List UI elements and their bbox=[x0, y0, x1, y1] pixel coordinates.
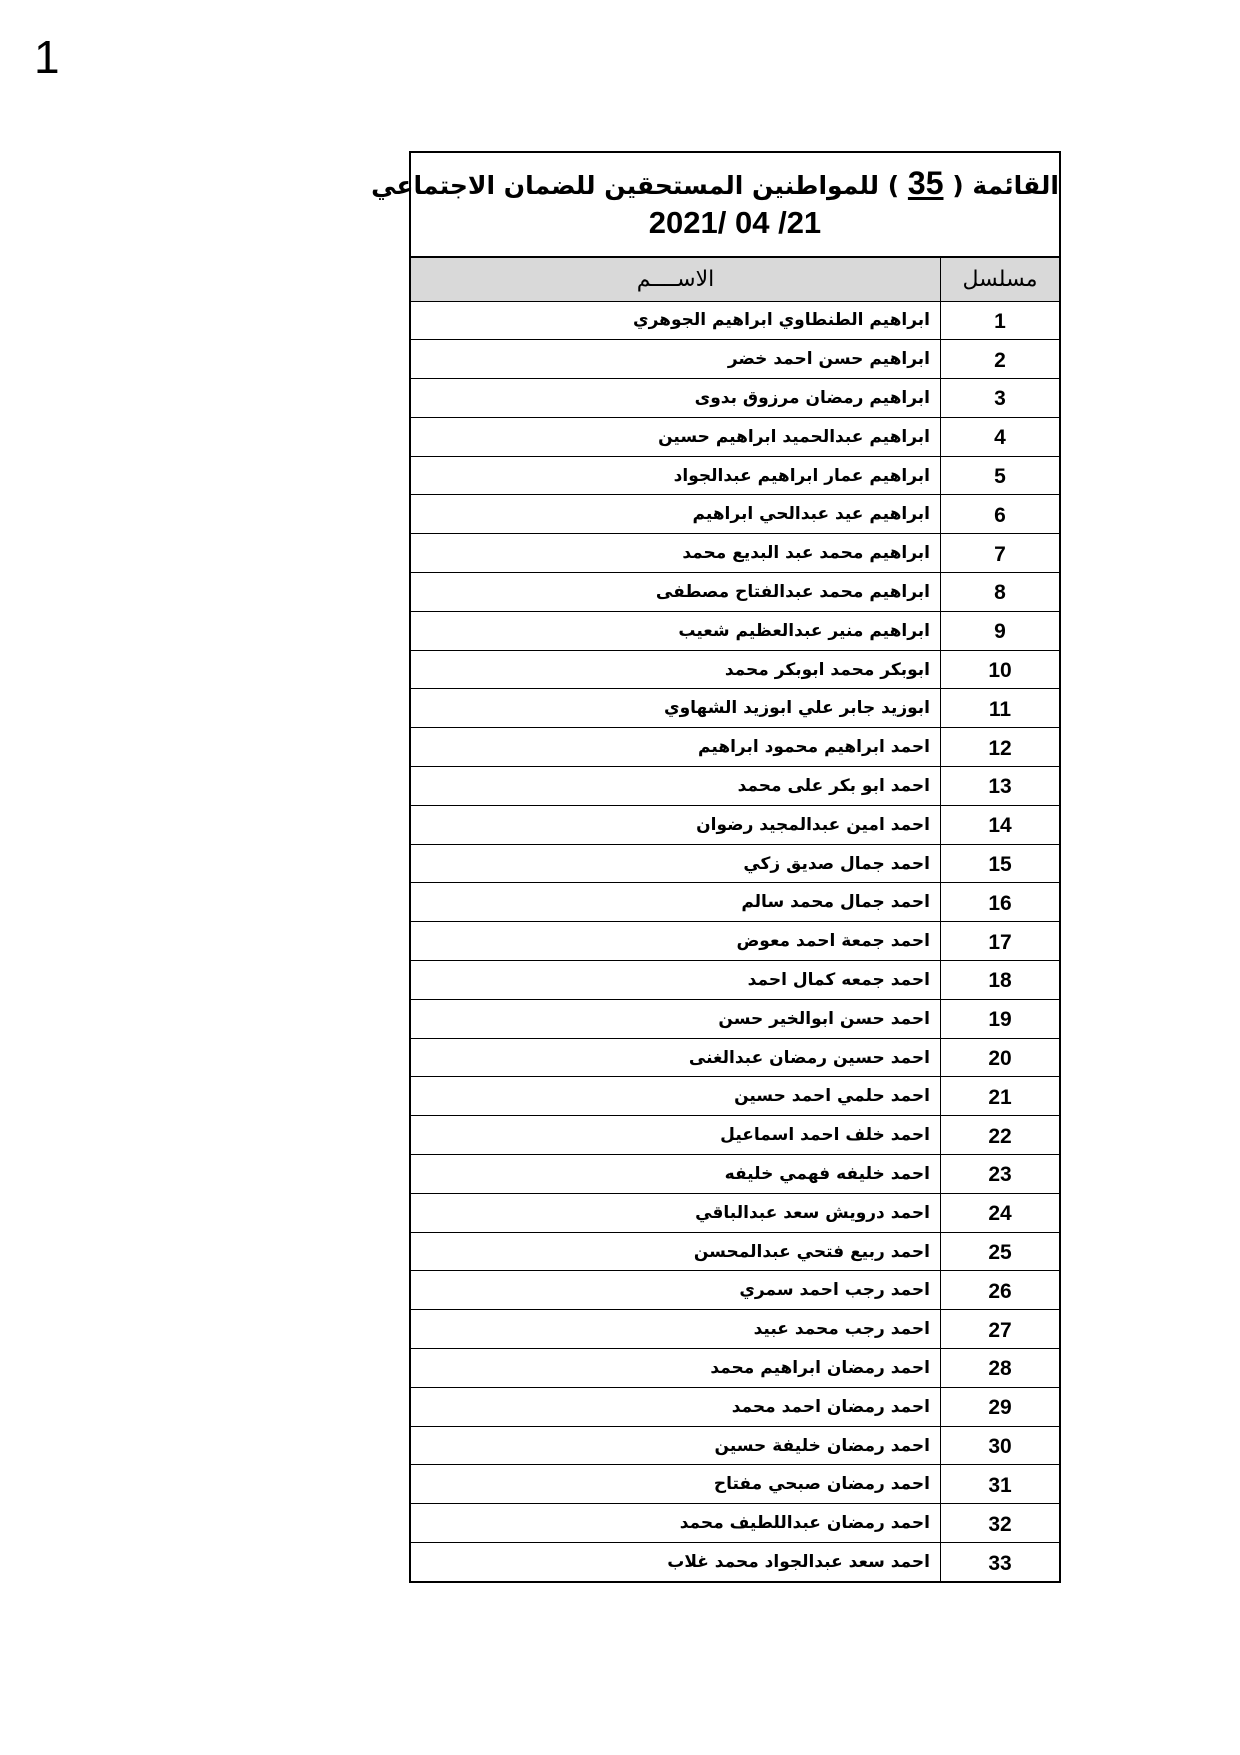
table-row bbox=[411, 417, 1059, 456]
row-name: ابراهيم رمضان مرزوق بدوى bbox=[411, 379, 941, 418]
table-row bbox=[411, 961, 1059, 1000]
list-title bbox=[371, 153, 1059, 258]
row-name: احمد ابو بكر على محمد bbox=[411, 767, 941, 806]
serial-column-header: مسلسل bbox=[941, 258, 1060, 301]
table-row bbox=[411, 1155, 1059, 1194]
row-serial: 18 bbox=[941, 961, 1060, 1000]
table-row bbox=[411, 534, 1059, 573]
row-name: احمد رمضان ابراهيم محمد bbox=[411, 1349, 941, 1388]
list-date: 2021/ 04 /21 bbox=[648, 205, 822, 240]
row-name: ابوزيد جابر علي ابوزيد الشهاوي bbox=[411, 689, 941, 728]
row-serial: 14 bbox=[941, 805, 1060, 844]
table-row bbox=[411, 805, 1059, 844]
row-name: احمد جمال محمد سالم bbox=[411, 883, 941, 922]
row-serial: 10 bbox=[941, 650, 1060, 689]
row-serial: 5 bbox=[941, 456, 1060, 495]
row-serial: 21 bbox=[941, 1077, 1060, 1116]
table-row bbox=[411, 844, 1059, 883]
table-row bbox=[411, 1349, 1059, 1388]
table-row bbox=[411, 1038, 1059, 1077]
row-name: ابراهيم الطنطاوي ابراهيم الجوهري bbox=[411, 301, 941, 340]
row-name: احمد حسين رمضان عبدالغنى bbox=[411, 1038, 941, 1077]
row-name: ابراهيم عمار ابراهيم عبدالجواد bbox=[411, 456, 941, 495]
row-serial: 7 bbox=[941, 534, 1060, 573]
table-row bbox=[411, 1310, 1059, 1349]
title-line bbox=[371, 164, 1059, 205]
row-serial: 1 bbox=[941, 301, 1060, 340]
row-name: احمد رجب محمد عبيد bbox=[411, 1310, 941, 1349]
row-serial: 23 bbox=[941, 1155, 1060, 1194]
title-suffix: ) للمواطنين المستحقين للضمان الاجتماعي bbox=[371, 171, 900, 200]
row-name: ابراهيم حسن احمد خضر bbox=[411, 340, 941, 379]
table-row bbox=[411, 456, 1059, 495]
row-name: احمد ربيع فتحي عبدالمحسن bbox=[411, 1232, 941, 1271]
table-row bbox=[411, 1077, 1059, 1116]
table-row bbox=[411, 1232, 1059, 1271]
row-serial: 16 bbox=[941, 883, 1060, 922]
row-serial: 8 bbox=[941, 573, 1060, 612]
table-row bbox=[411, 1116, 1059, 1155]
row-serial: 27 bbox=[941, 1310, 1060, 1349]
row-serial: 3 bbox=[941, 379, 1060, 418]
row-serial: 31 bbox=[941, 1465, 1060, 1504]
row-name: احمد جمعة احمد معوض bbox=[411, 922, 941, 961]
row-serial: 19 bbox=[941, 999, 1060, 1038]
row-serial: 17 bbox=[941, 922, 1060, 961]
row-serial: 30 bbox=[941, 1426, 1060, 1465]
beneficiaries-list bbox=[371, 151, 1061, 1583]
row-serial: 9 bbox=[941, 611, 1060, 650]
row-serial: 11 bbox=[941, 689, 1060, 728]
row-name: احمد جمعه كمال احمد bbox=[411, 961, 941, 1000]
table-row bbox=[411, 1543, 1059, 1582]
row-serial: 12 bbox=[941, 728, 1060, 767]
row-serial: 24 bbox=[941, 1193, 1060, 1232]
row-name: احمد ابراهيم محمود ابراهيم bbox=[411, 728, 941, 767]
table-row bbox=[411, 301, 1059, 340]
row-serial: 13 bbox=[941, 767, 1060, 806]
row-serial: 33 bbox=[941, 1543, 1060, 1582]
table-row bbox=[411, 650, 1059, 689]
row-name: احمد رمضان خليفة حسين bbox=[411, 1426, 941, 1465]
row-name: احمد سعد عبدالجواد محمد غلاب bbox=[667, 1552, 930, 1573]
row-name: ابراهيم عيد عبدالحي ابراهيم bbox=[411, 495, 941, 534]
row-serial: 6 bbox=[941, 495, 1060, 534]
table-row bbox=[411, 767, 1059, 806]
row-serial: 2 bbox=[941, 340, 1060, 379]
row-name: احمد جمال صديق زكي bbox=[411, 844, 941, 883]
row-serial: 20 bbox=[941, 1038, 1060, 1077]
table-row bbox=[411, 611, 1059, 650]
table-row bbox=[411, 1426, 1059, 1465]
table-body bbox=[411, 301, 1059, 1581]
name-column-header: الاســــم bbox=[411, 258, 941, 301]
table-row bbox=[411, 1387, 1059, 1426]
table-row bbox=[411, 1271, 1059, 1310]
table-row bbox=[411, 999, 1059, 1038]
row-serial: 29 bbox=[941, 1387, 1060, 1426]
row-serial: 26 bbox=[941, 1271, 1060, 1310]
table-row bbox=[411, 340, 1059, 379]
row-name: ابوبكر محمد ابوبكر محمد bbox=[411, 650, 941, 689]
row-name: احمد رمضان احمد محمد bbox=[411, 1387, 941, 1426]
table-row bbox=[411, 379, 1059, 418]
table-row bbox=[411, 922, 1059, 961]
row-name: احمد خليفه فهمي خليفه bbox=[411, 1155, 941, 1194]
table-row bbox=[411, 689, 1059, 728]
row-name: ابراهيم منير عبدالعظيم شعيب bbox=[411, 611, 941, 650]
table-header-row bbox=[411, 258, 1059, 301]
row-name: ابراهيم محمد عبدالفتاح مصطفى bbox=[411, 573, 941, 612]
title-prefix: القائمة ( bbox=[952, 171, 1059, 200]
row-name: احمد رمضان صبحي مفتاح bbox=[411, 1465, 941, 1504]
row-serial: 4 bbox=[941, 417, 1060, 456]
table-row bbox=[411, 883, 1059, 922]
row-serial: 15 bbox=[941, 844, 1060, 883]
table-row bbox=[411, 728, 1059, 767]
row-serial: 28 bbox=[941, 1349, 1060, 1388]
row-name: ابراهيم عبدالحميد ابراهيم حسين bbox=[411, 417, 941, 456]
row-name: احمد خلف احمد اسماعيل bbox=[411, 1116, 941, 1155]
row-name: احمد امين عبدالمجيد رضوان bbox=[411, 805, 941, 844]
names-table bbox=[411, 258, 1059, 1581]
row-serial: 22 bbox=[941, 1116, 1060, 1155]
page-number: 1 bbox=[34, 31, 60, 83]
table-row bbox=[411, 573, 1059, 612]
row-serial: 25 bbox=[941, 1232, 1060, 1271]
table-row bbox=[411, 1504, 1059, 1543]
row-name: احمد حلمي احمد حسين bbox=[411, 1077, 941, 1116]
row-name: احمد رجب احمد سمري bbox=[411, 1271, 941, 1310]
table-row bbox=[411, 1465, 1059, 1504]
row-serial: 32 bbox=[941, 1504, 1060, 1543]
table-row bbox=[411, 495, 1059, 534]
row-name: احمد درويش سعد عبدالباقي bbox=[411, 1193, 941, 1232]
row-name: احمد رمضان عبداللطيف محمد bbox=[411, 1504, 941, 1543]
list-number: 35 bbox=[907, 165, 944, 201]
table-row bbox=[411, 1193, 1059, 1232]
row-name: ابراهيم محمد عبد البديع محمد bbox=[411, 534, 941, 573]
row-name: احمد حسن ابوالخير حسن bbox=[411, 999, 941, 1038]
